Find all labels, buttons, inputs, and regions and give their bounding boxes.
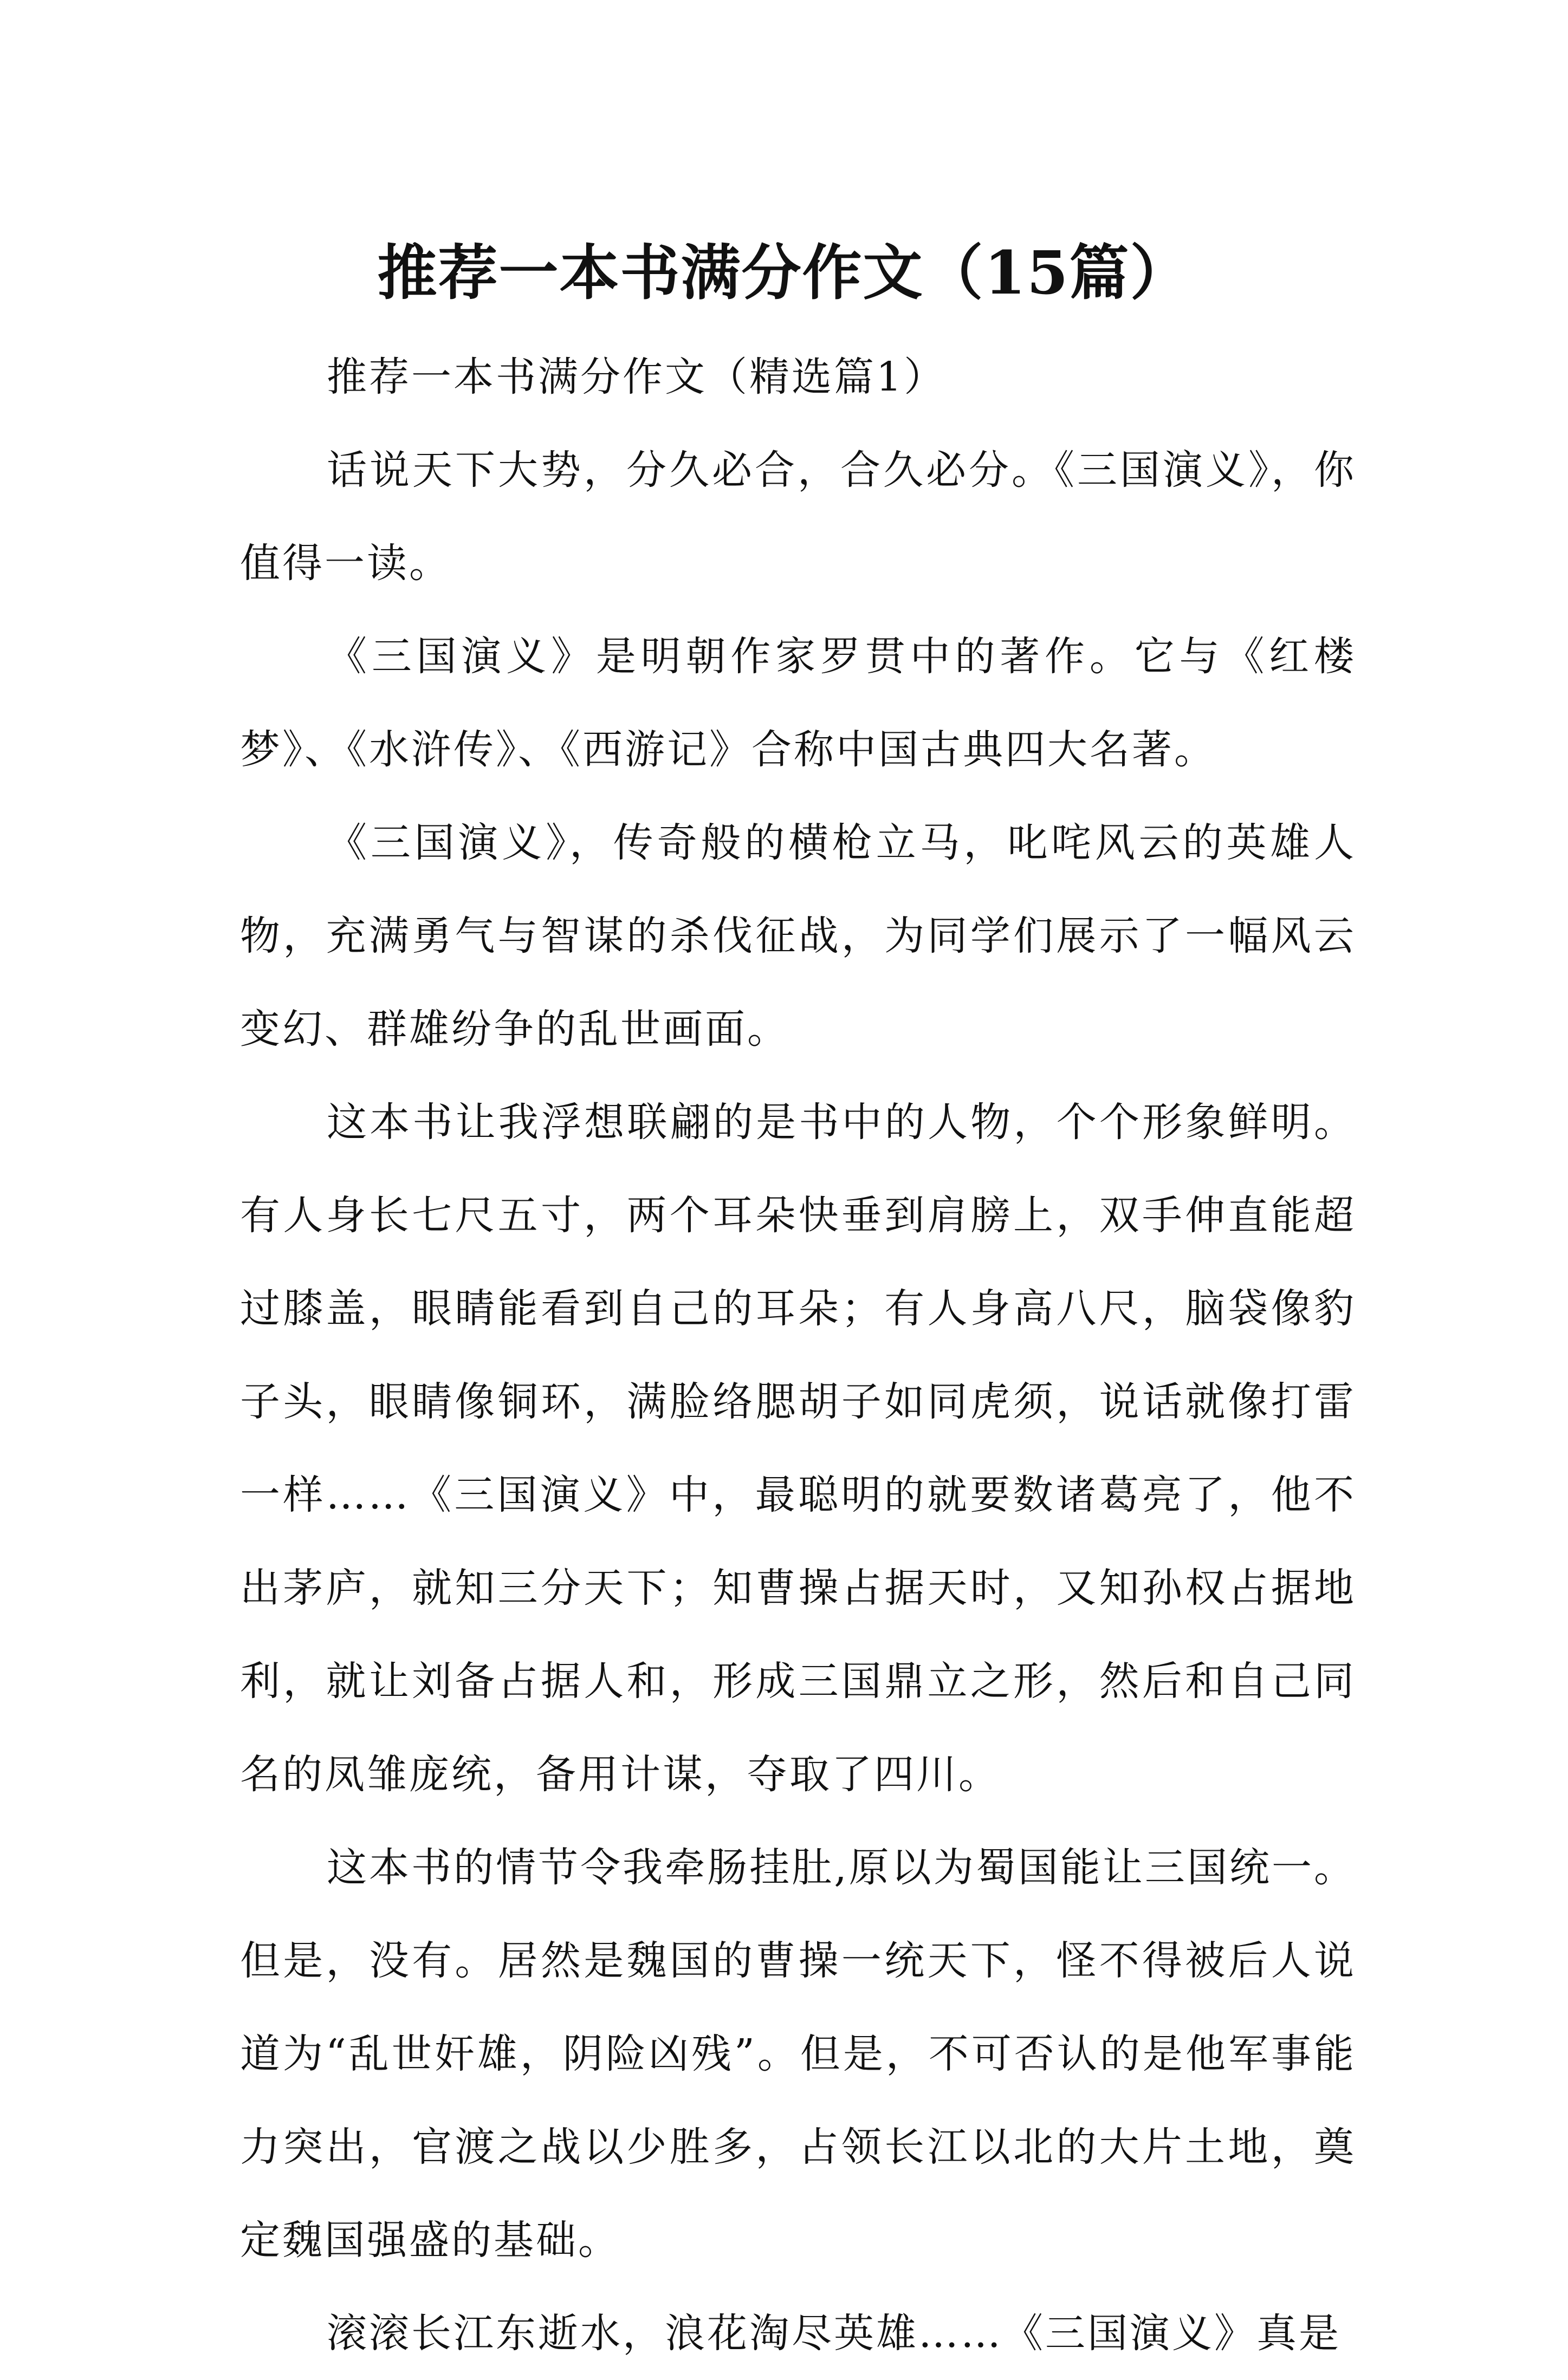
paragraph: 话说天下大势，分久必合，合久必分。《三国演义》，你值得一读。 xyxy=(240,447,1356,587)
paragraph: 这本书让我浮想联翩的是书中的人物，个个形象鲜明。有人身长七尺五寸，两个耳朵快垂到肩膀上，双手伸直能超过膝盖，眼睛能看到自己的耳朵；有人身高八尺，脑袋像豹子头，眼睛像铜环，满脸络腮胡子如同虎须，说话就像打雷一样……《三国演义》中，最聪明的就要数诸葛亮了，他不出茅庐，就知三分天下；知曹操占据天时，又知孙权占据地利，就让刘备占据人和，形成三国鼎立之形，然后和自己同名的凤雏庞统，备用计谋，夺取了四川。 xyxy=(240,1099,1356,1798)
document-body xyxy=(240,330,1356,2380)
document-title: 推荐一本书满分作文（15篇） xyxy=(377,237,1191,308)
paragraph: 《三国演义》，传奇般的横枪立马，叱咤风云的英雄人物，充满勇气与智谋的杀伐征战，为同学们展示了一幅风云变幻、群雄纷争的乱世画面。 xyxy=(240,820,1356,1052)
paragraph: 滚滚长江东逝水，浪花淘尽英雄……《三国演义》真是 xyxy=(327,2310,1341,2357)
paragraph: 这本书的情节令我牵肠挂肚,原以为蜀国能让三国统一。但是，没有。居然是魏国的曹操一统天下，怪不得被后人说道为“乱世奸雄，阴险凶残”。但是，不可否认的是他军事能力突出，官渡之战以少胜多，占领长江以北的大片土地，奠定魏国强盛的基础。 xyxy=(240,1844,1356,2264)
section-heading: 推荐一本书满分作文（精选篇1） xyxy=(327,354,947,400)
paragraph: 《三国演义》是明朝作家罗贯中的著作。它与《红楼梦》、《水浒传》、《西游记》合称中国古典四大名著。 xyxy=(240,633,1356,773)
